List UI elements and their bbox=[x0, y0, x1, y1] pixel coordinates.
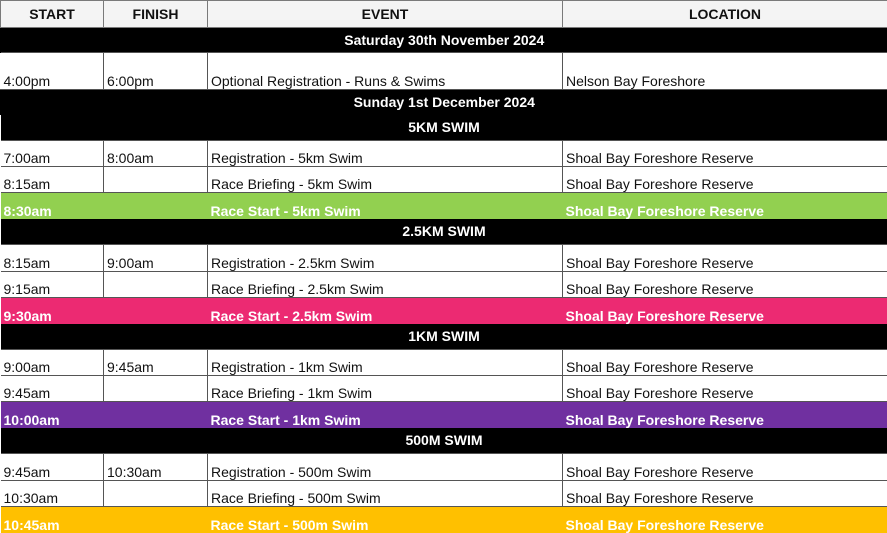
start-time: 8:15am bbox=[1, 167, 104, 193]
finish-time: 8:00am bbox=[104, 141, 208, 167]
event-name: Registration - 1km Swim bbox=[208, 350, 563, 376]
start-time: 9:15am bbox=[1, 272, 104, 298]
section-header-1km bbox=[1, 324, 887, 350]
header-event: EVENT bbox=[208, 1, 563, 28]
day-title: Saturday 30th November 2024 bbox=[1, 28, 887, 53]
event-location: Shoal Bay Foreshore Reserve bbox=[563, 245, 887, 272]
start-time: 8:15am bbox=[1, 245, 104, 272]
finish-time bbox=[104, 507, 208, 533]
table-row bbox=[1, 53, 887, 90]
event-name: Race Briefing - 500m Swim bbox=[208, 481, 563, 507]
event-name: Race Start - 5km Swim bbox=[208, 193, 563, 219]
event-name: Race Start - 500m Swim bbox=[208, 507, 563, 533]
start-time: 4:00pm bbox=[1, 53, 104, 90]
event-name: Registration - 500m Swim bbox=[208, 454, 563, 481]
section-title: 1KM SWIM bbox=[1, 324, 887, 350]
finish-time bbox=[104, 167, 208, 193]
event-location: Shoal Bay Foreshore Reserve bbox=[563, 507, 887, 533]
event-name: Race Start - 2.5km Swim bbox=[208, 298, 563, 324]
finish-time: 9:45am bbox=[104, 350, 208, 376]
event-name: Race Briefing - 2.5km Swim bbox=[208, 272, 563, 298]
start-time: 9:45am bbox=[1, 376, 104, 402]
event-name: Race Briefing - 1km Swim bbox=[208, 376, 563, 402]
section-header-500m bbox=[1, 428, 887, 454]
table-row bbox=[1, 245, 887, 272]
day-header-saturday bbox=[1, 28, 887, 53]
table-row bbox=[1, 141, 887, 167]
table-row bbox=[1, 454, 887, 481]
start-time: 10:00am bbox=[1, 402, 104, 428]
event-location: Shoal Bay Foreshore Reserve bbox=[563, 402, 887, 428]
table-row bbox=[1, 481, 887, 507]
event-location: Shoal Bay Foreshore Reserve bbox=[563, 298, 887, 324]
event-location: Shoal Bay Foreshore Reserve bbox=[563, 193, 887, 219]
race-start-row bbox=[1, 193, 887, 219]
finish-time bbox=[104, 402, 208, 428]
race-start-row bbox=[1, 298, 887, 324]
event-location: Shoal Bay Foreshore Reserve bbox=[563, 481, 887, 507]
header-row bbox=[1, 1, 887, 28]
finish-time: 9:00am bbox=[104, 245, 208, 272]
start-time: 10:45am bbox=[1, 507, 104, 533]
start-time: 8:30am bbox=[1, 193, 104, 219]
event-name: Registration - 2.5km Swim bbox=[208, 245, 563, 272]
table-row bbox=[1, 376, 887, 402]
start-time: 10:30am bbox=[1, 481, 104, 507]
table-row bbox=[1, 350, 887, 376]
header-finish: FINISH bbox=[104, 1, 208, 28]
header-start: START bbox=[1, 1, 104, 28]
race-start-row bbox=[1, 402, 887, 428]
day-title: Sunday 1st December 2024 bbox=[1, 90, 887, 115]
section-title: 500M SWIM bbox=[1, 428, 887, 454]
start-time: 7:00am bbox=[1, 141, 104, 167]
section-title: 2.5KM SWIM bbox=[1, 219, 887, 245]
finish-time: 10:30am bbox=[104, 454, 208, 481]
section-header-5km bbox=[1, 115, 887, 141]
event-name: Optional Registration - Runs & Swims bbox=[208, 53, 563, 90]
finish-time bbox=[104, 193, 208, 219]
event-location: Shoal Bay Foreshore Reserve bbox=[563, 350, 887, 376]
finish-time bbox=[104, 481, 208, 507]
finish-time bbox=[104, 376, 208, 402]
table-row bbox=[1, 167, 887, 193]
start-time: 9:00am bbox=[1, 350, 104, 376]
day-header-sunday bbox=[1, 90, 887, 115]
finish-time bbox=[104, 298, 208, 324]
finish-time bbox=[104, 272, 208, 298]
section-header-2-5km bbox=[1, 219, 887, 245]
start-time: 9:45am bbox=[1, 454, 104, 481]
header-location: LOCATION bbox=[563, 1, 887, 28]
start-time: 9:30am bbox=[1, 298, 104, 324]
event-location: Shoal Bay Foreshore Reserve bbox=[563, 141, 887, 167]
event-location: Shoal Bay Foreshore Reserve bbox=[563, 376, 887, 402]
finish-time: 6:00pm bbox=[104, 53, 208, 90]
race-start-row bbox=[1, 507, 887, 533]
event-location: Nelson Bay Foreshore bbox=[563, 53, 887, 90]
event-name: Registration - 5km Swim bbox=[208, 141, 563, 167]
event-name: Race Start - 1km Swim bbox=[208, 402, 563, 428]
section-title: 5KM SWIM bbox=[1, 115, 887, 141]
table-row bbox=[1, 272, 887, 298]
event-name: Race Briefing - 5km Swim bbox=[208, 167, 563, 193]
event-location: Shoal Bay Foreshore Reserve bbox=[563, 167, 887, 193]
event-location: Shoal Bay Foreshore Reserve bbox=[563, 454, 887, 481]
event-location: Shoal Bay Foreshore Reserve bbox=[563, 272, 887, 298]
